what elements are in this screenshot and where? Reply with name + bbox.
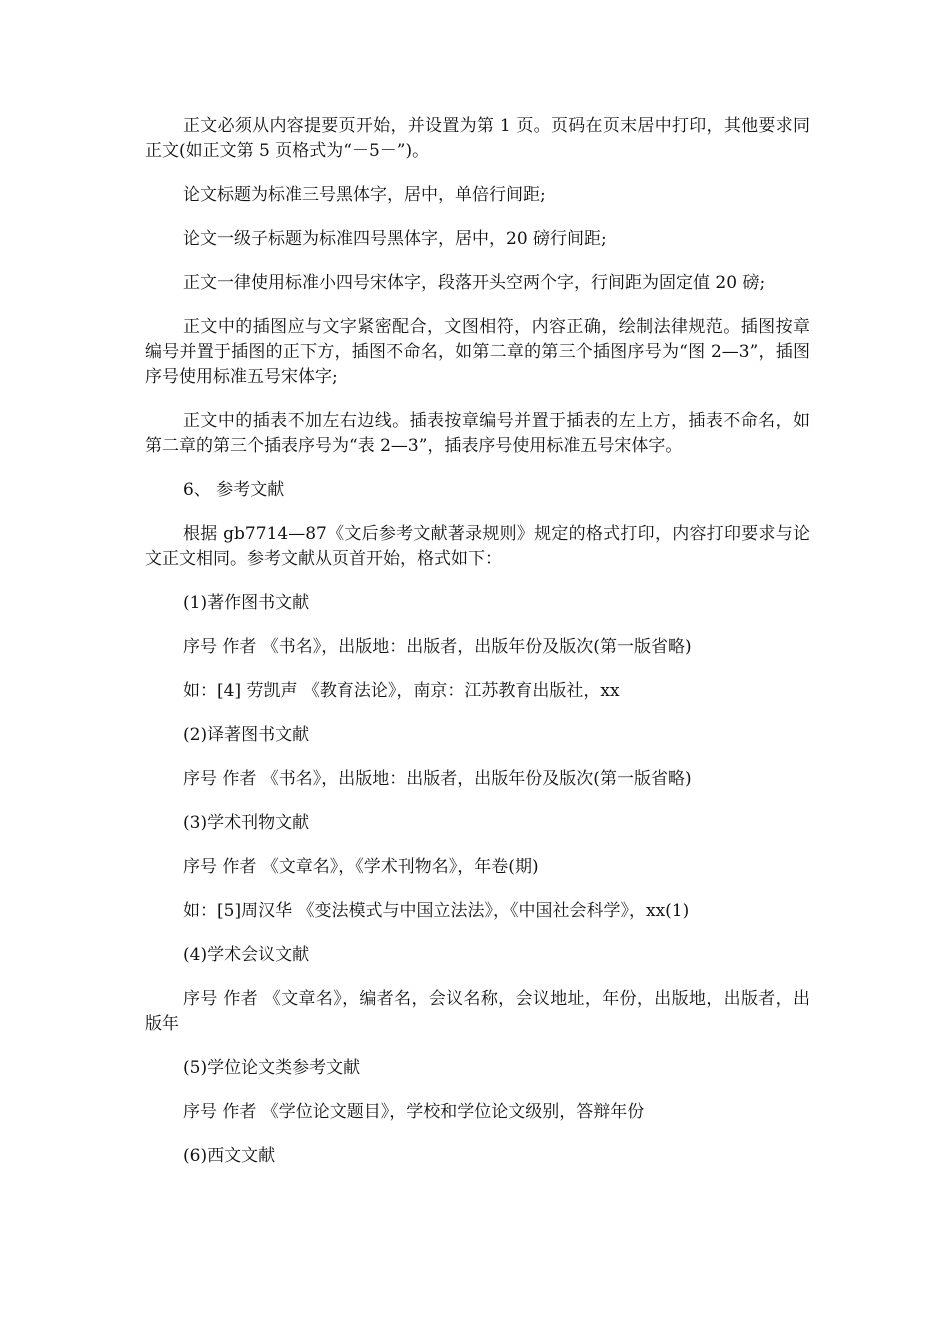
paragraph-body-format: 正文一律使用标准小四号宋体字，段落开头空两个字，行间距为固定值 20 磅; bbox=[183, 273, 766, 293]
reference-type-theses: (5)学位论文类参考文献 bbox=[183, 1058, 361, 1078]
document-body bbox=[145, 114, 810, 1188]
reference-type-books: (1)著作图书文献 bbox=[183, 593, 310, 613]
reference-type-journals: (3)学术刊物文献 bbox=[183, 813, 310, 833]
reference-type-translations: (2)译著图书文献 bbox=[183, 725, 310, 745]
reference-format-books: 序号 作者 《书名》，出版地：出版者，出版年份及版次(第一版省略) bbox=[183, 637, 692, 657]
reference-format-conferences: 序号 作者 《文章名》，编者名，会议名称，会议地址，年份，出版地，出版者，出版年 bbox=[145, 989, 810, 1034]
reference-format-journals: 序号 作者 《文章名》，《学术刊物名》，年卷(期) bbox=[183, 857, 539, 877]
reference-type-western: (6)西文文献 bbox=[183, 1146, 276, 1166]
paragraph-table-format: 正文中的插表不加左右边线。插表按章编号并置于插表的左上方，插表不命名，如第二章的第三个插表序号为“表 2—3”，插表序号使用标准五号宋体字。 bbox=[145, 411, 810, 456]
reference-format-translations: 序号 作者 《书名》，出版地：出版者，出版年份及版次(第一版省略) bbox=[183, 769, 692, 789]
section-heading-references: 6、 参考文献 bbox=[183, 480, 285, 500]
paragraph-title-format: 论文标题为标准三号黑体字，居中，单倍行间距; bbox=[183, 185, 546, 205]
paragraph-figure-format: 正文中的插图应与文字紧密配合，文图相符，内容正确，绘制法律规范。插图按章编号并置于插图的正下方，插图不命名，如第二章的第三个插图序号为“图 2—3”，插图序号使用标准五号宋体字; bbox=[145, 317, 810, 387]
paragraph-references-intro: 根据 gb7714—87《文后参考文献著录规则》规定的格式打印，内容打印要求与论文正文相同。参考文献从页首开始，格式如下： bbox=[145, 524, 810, 569]
reference-example-books: 如：[4] 劳凯声 《教育法论》，南京：江苏教育出版社，xx bbox=[183, 681, 620, 701]
reference-type-conferences: (4)学术会议文献 bbox=[183, 945, 310, 965]
paragraph-page-numbering: 正文必须从内容提要页开始，并设置为第 1 页。页码在页末居中打印，其他要求同正文(如正文第 5 页格式为“－5－”)。 bbox=[145, 116, 810, 161]
reference-example-journals: 如：[5]周汉华 《变法模式与中国立法法》，《中国社会科学》，xx(1) bbox=[183, 901, 690, 921]
reference-format-theses: 序号 作者 《学位论文题目》，学校和学位论文级别，答辩年份 bbox=[183, 1102, 645, 1122]
paragraph-subtitle-format: 论文一级子标题为标准四号黑体字，居中，20 磅行间距; bbox=[183, 229, 607, 249]
